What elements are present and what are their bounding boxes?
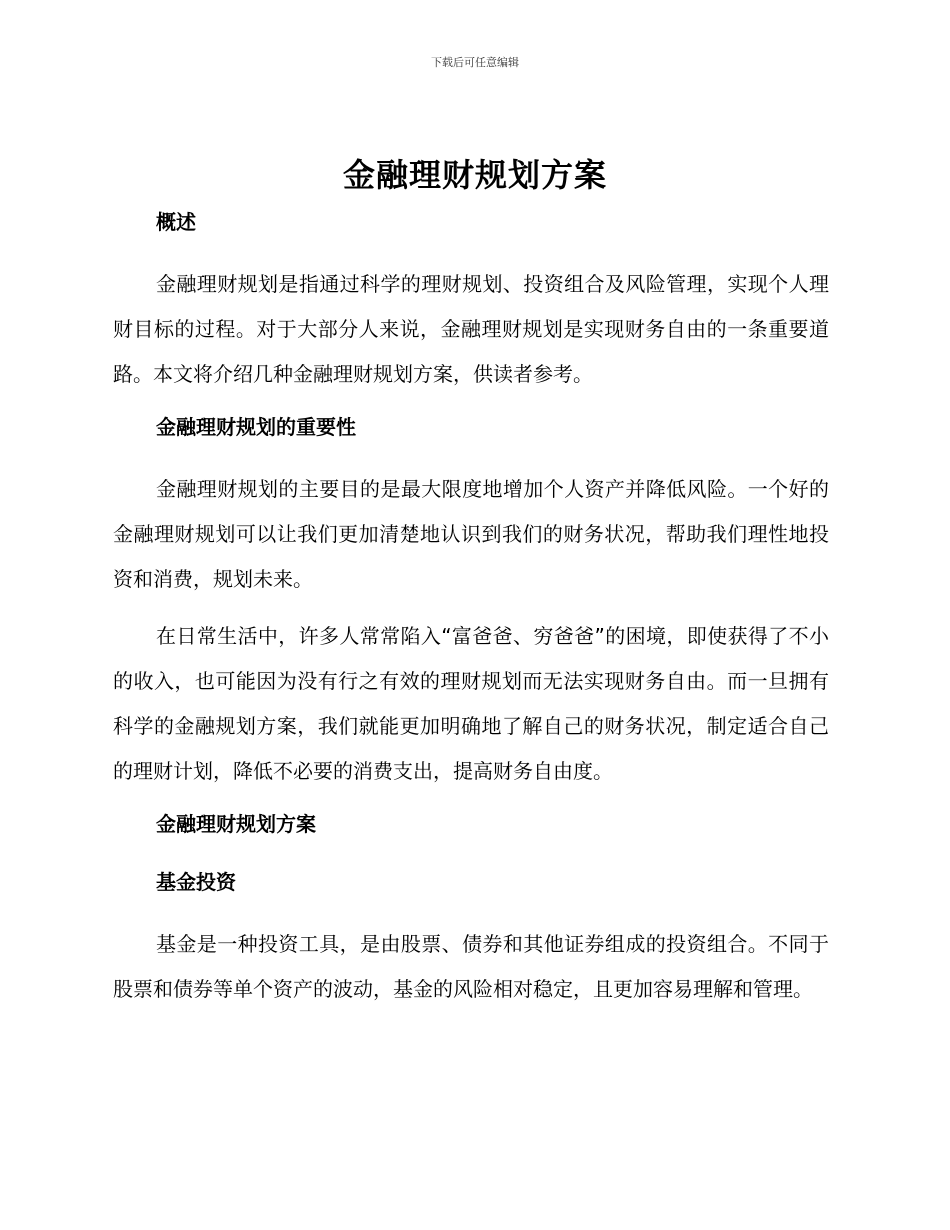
paragraph-importance-2: 在日常生活中，许多人常常陷入“富爸爸、穷爸爸”的困境，即使获得了不小的收入，也可能因为没有行之有效的理财规划而无法实现财务自由。而一旦拥有科学的金融规划方案，我们就能更加明确地了解自己的财务状况，制定适合自己的理财计划，降低不必要的消费支出，提高财务自由度。	[113, 624, 829, 783]
paragraph-fund: 基金是一种投资工具，是由股票、债券和其他证券组成的投资组合。不同于股票和债券等单个资产的波动，基金的风险相对稳定，且更加容易理解和管理。	[113, 932, 829, 1001]
page-header-note: 下载后可任意编辑	[431, 56, 519, 69]
section-heading-plans: 金融理财规划方案	[156, 812, 316, 836]
paragraph-overview: 金融理财规划是指通过科学的理财规划、投资组合及风险管理，实现个人理财目标的过程。对于大部分人来说，金融理财规划是实现财务自由的一条重要道路。本文将介绍几种金融理财规划方案，供读者参考。	[113, 272, 829, 386]
document-body	[113, 204, 829, 1024]
section-heading-importance: 金融理财规划的重要性	[156, 415, 356, 439]
paragraph-importance-1: 金融理财规划的主要目的是最大限度地增加个人资产并降低风险。一个好的金融理财规划可以让我们更加清楚地认识到我们的财务状况，帮助我们理性地投资和消费，规划未来。	[113, 477, 829, 591]
document-title: 金融理财规划方案	[342, 156, 607, 194]
section-heading-overview: 概述	[156, 210, 196, 234]
subsection-heading-fund: 基金投资	[156, 870, 236, 894]
